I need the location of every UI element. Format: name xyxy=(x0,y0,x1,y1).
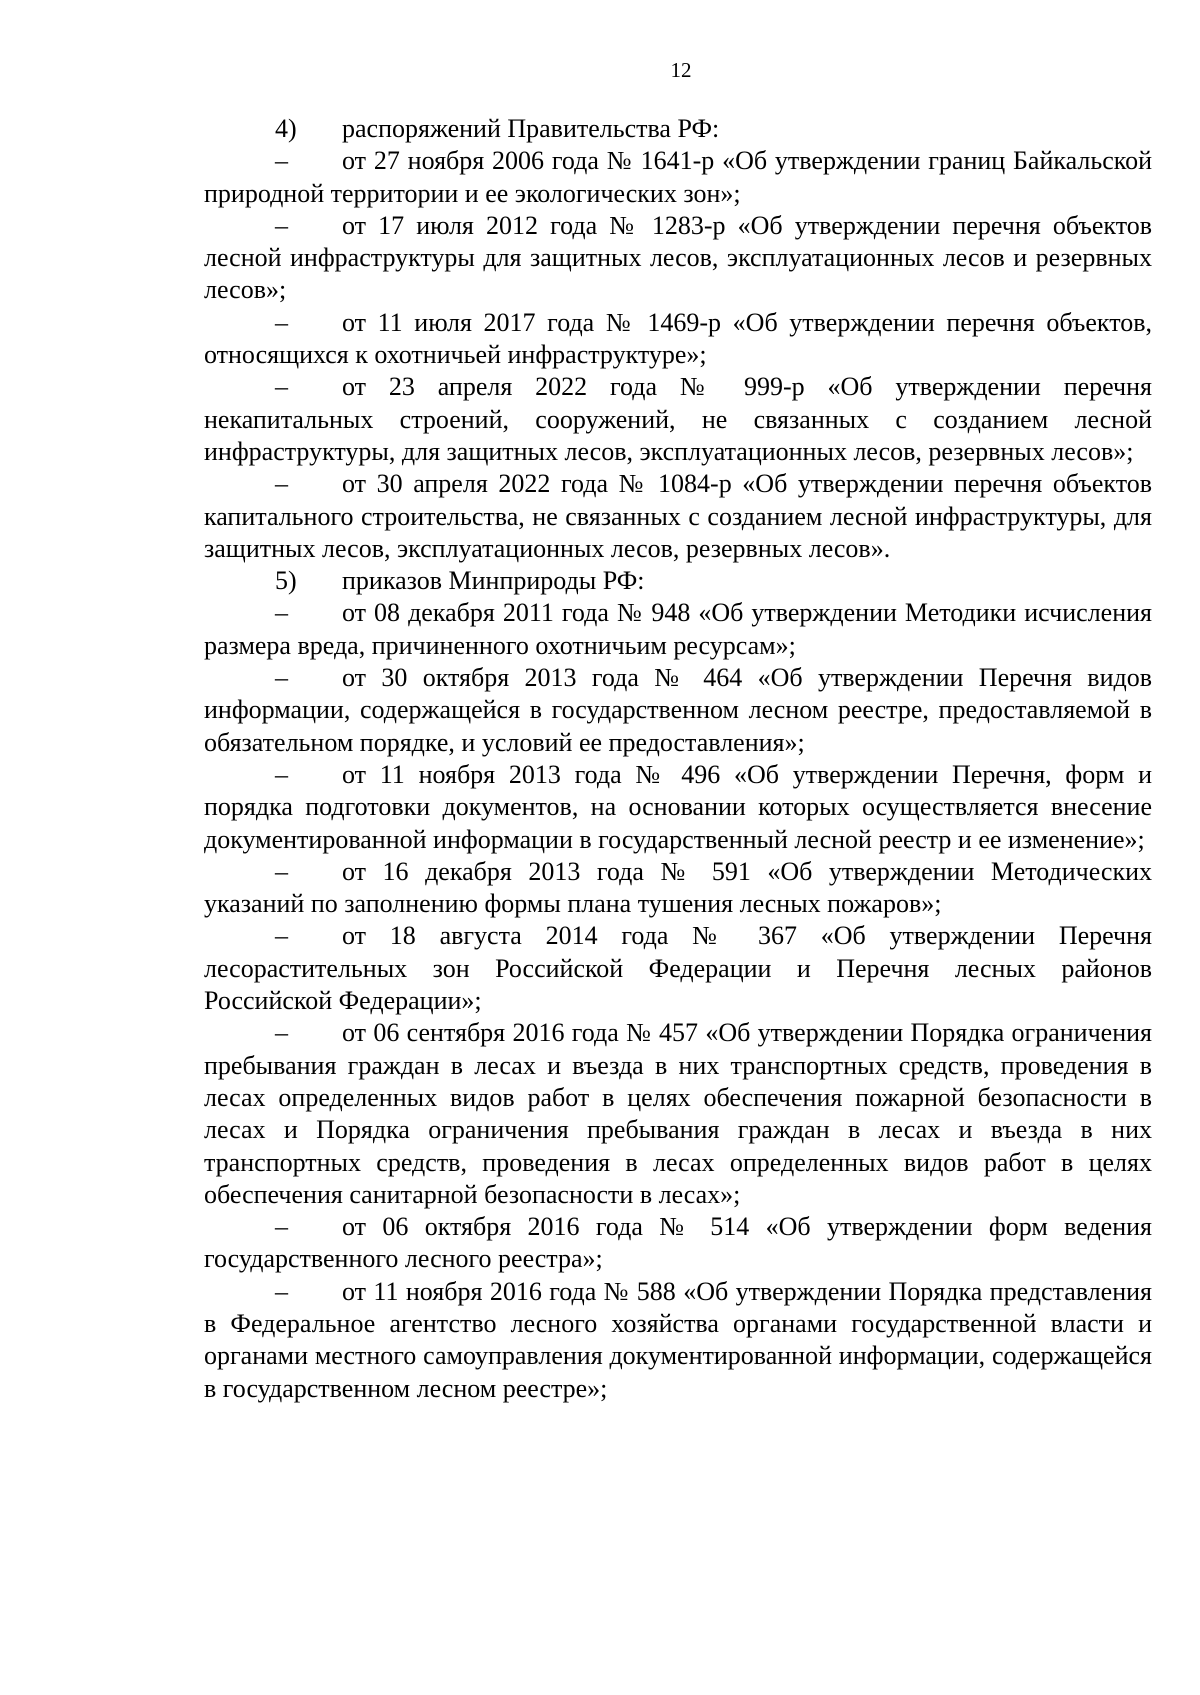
list-item xyxy=(204,1276,1152,1405)
dash-marker: – xyxy=(275,663,288,693)
list-item-text: от 11 июля 2017 года № 1469-р «Об утверждении перечня объектов, относящихся к охотничьей инфраструктуре»; xyxy=(204,307,1152,370)
section-heading xyxy=(204,565,1152,597)
list-item-text: от 30 апреля 2022 года № 1084-р «Об утверждении перечня объектов капитального строительства, не связанных с созданием лесной инфраструктуры, для защитных лесов, эксплуатационных лесов, резервных лесов». xyxy=(204,469,1152,563)
document-body xyxy=(204,113,1152,1405)
list-item xyxy=(204,662,1152,759)
list-item-text: от 17 июля 2012 года № 1283-р «Об утверждении перечня объектов лесной инфраструктуры для защитных лесов, эксплуатационных лесов и резервных лесов»; xyxy=(204,210,1152,305)
dash-marker: – xyxy=(275,921,288,951)
list-item-text: от 23 апреля 2022 года № 999-р «Об утверждении перечня некапитальных строений, сооружений, не связанных с созданием лесной инфраструктуры, для защитных лесов, эксплуатационных лесов, резервных лесов»; xyxy=(204,372,1152,466)
list-item xyxy=(204,759,1152,856)
list-item xyxy=(204,1017,1152,1211)
dash-marker: – xyxy=(275,759,288,789)
list-item-text: от 16 декабря 2013 года № 591 «Об утверждении Методических указаний по заполнению формы плана тушения лесных пожаров»; xyxy=(204,856,1152,919)
page-number: 12 xyxy=(670,58,692,82)
section-heading-text: приказов Минприроды РФ: xyxy=(342,566,645,596)
list-item xyxy=(204,856,1152,921)
dash-marker: – xyxy=(275,1276,288,1306)
dash-marker: – xyxy=(275,856,288,886)
list-item-text: от 06 сентября 2016 года № 457 «Об утверждении Порядка ограничения пребывания граждан в лесах и въезда в них транспортных средств, проведения в лесах определенных видов работ в целях обеспечения пожарной безопасности в лесах и Порядка ограничения пребывания граждан в лесах и въезда в них транспортных средств, проведения в лесах определенных видов работ в целях обеспечения санитарной безопасности в лесах»; xyxy=(204,1018,1152,1209)
dash-marker: – xyxy=(275,210,288,240)
list-item-text: от 08 декабря 2011 года № 948 «Об утверждении Методики исчисления размера вреда, причиненного охотничьим ресурсам»; xyxy=(204,598,1152,660)
dash-marker: – xyxy=(275,598,288,628)
list-item xyxy=(204,1211,1152,1276)
dash-marker: – xyxy=(275,307,288,337)
section-number: 5) xyxy=(275,566,297,596)
list-item-text: от 06 октября 2016 года № 514 «Об утверждении форм ведения государственного лесного реестра»; xyxy=(204,1212,1152,1274)
list-item-text: от 11 ноября 2016 года № 588 «Об утверждении Порядка представления в Федеральное агентство лесного хозяйства органами государственной власти и органами местного самоуправления документированной информации, содержащейся в государственном лесном реестре»; xyxy=(204,1276,1152,1403)
list-item xyxy=(204,597,1152,662)
list-item-text: от 30 октября 2013 года № 464 «Об утверждении Перечня видов информации, содержащейся в государственном лесном реестре, предоставляемой в обязательном порядке, и условий ее предоставления»; xyxy=(204,663,1152,757)
list-item-text: от 18 августа 2014 года № 367 «Об утверждении Перечня лесорастительных зон Российской Федерации и Перечня лесных районов Российской Федерации»; xyxy=(204,921,1152,1016)
list-item xyxy=(204,920,1152,1017)
dash-marker: – xyxy=(275,1018,288,1048)
dash-marker: – xyxy=(275,469,288,499)
list-item xyxy=(204,371,1152,468)
section-number: 4) xyxy=(275,114,297,143)
section-heading-text: распоряжений Правительства РФ: xyxy=(342,114,720,143)
list-item xyxy=(204,307,1152,372)
section-heading xyxy=(204,113,1152,145)
list-item xyxy=(204,468,1152,565)
dash-marker: – xyxy=(275,372,288,402)
list-item xyxy=(204,210,1152,307)
list-item-text: от 27 ноября 2006 года № 1641-р «Об утверждении границ Байкальской природной территории и ее экологических зон»; xyxy=(204,146,1152,208)
list-item xyxy=(204,145,1152,210)
list-item-text: от 11 ноября 2013 года № 496 «Об утверждении Перечня, форм и порядка подготовки документов, на основании которых осуществляется внесение документированной информации в государственный лесной реестр и ее изменение»; xyxy=(204,759,1152,854)
dash-marker: – xyxy=(275,146,288,176)
dash-marker: – xyxy=(275,1212,288,1242)
